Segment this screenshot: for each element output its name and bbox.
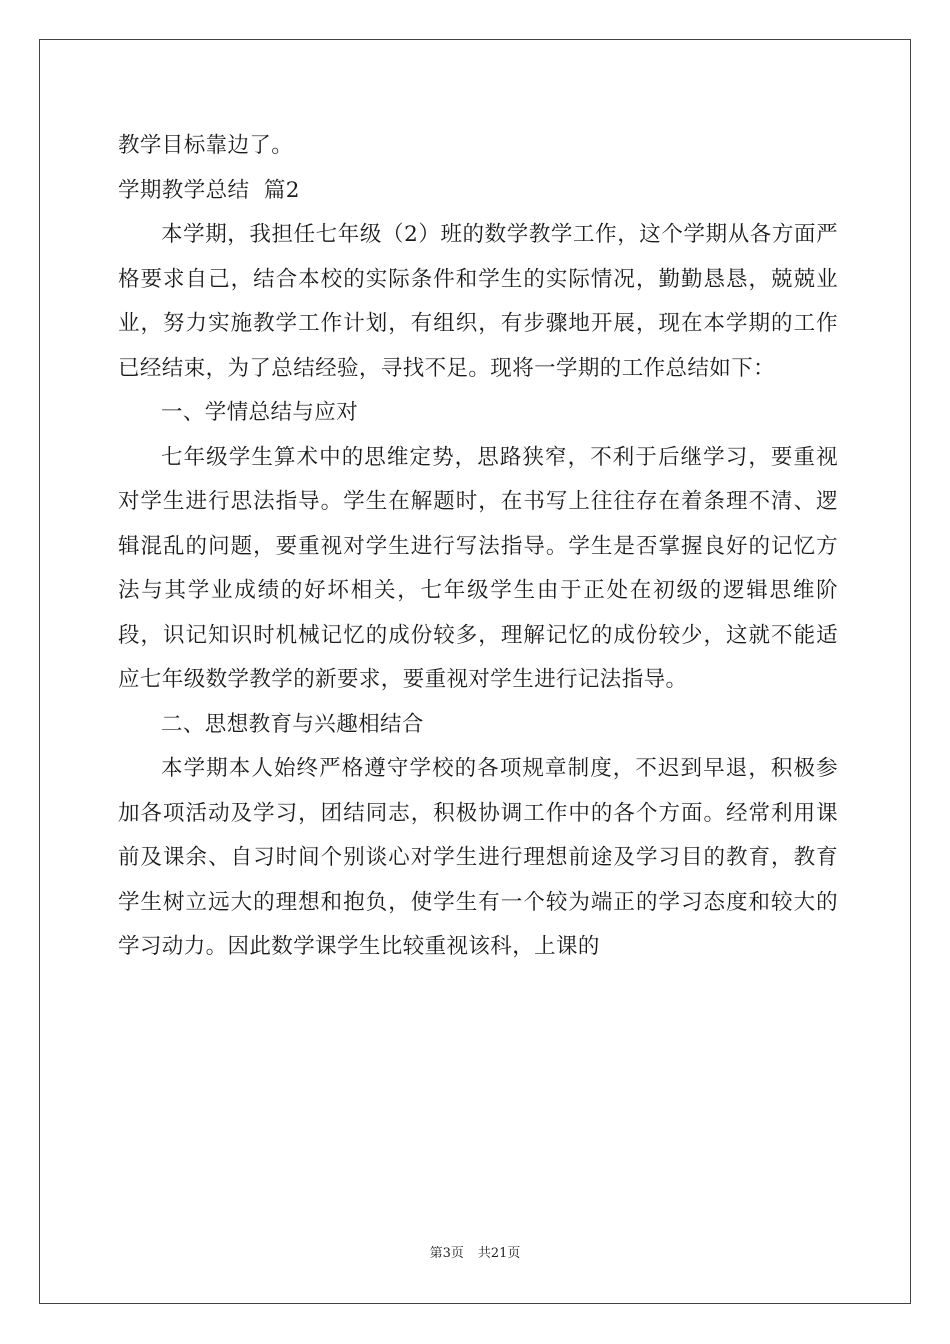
document-body [118,124,838,970]
intro-paragraph: 本学期，我担任七年级（2）班的数学教学工作，这个学期从各方面严格要求自己，结合本校的实际条件和学生的实际情况，勤勤恳恳，兢兢业业，努力实施教学工作计划，有组织，有步骤地开展，现在本学期的工作已经结束，为了总结经验，寻找不足。现将一学期的工作总结如下： [118,222,838,381]
page-number-total: 共21页 [477,1246,521,1261]
heading-learning-situation: 一、学情总结与应对 [161,400,359,425]
section-title: 学期教学总结 篇2 [118,177,300,203]
page-footer [0,1242,950,1261]
paragraph-ideological-education: 本学期本人始终严格遵守学校的各项规章制度，不迟到早退，积极参加各项活动及学习，团结同志，积极协调工作中的各个方面。经常利用课前及课余、自习时间个别谈心对学生进行理想前途及学习目的教育，教育学生树立远大的理想和抱负，使学生有一个较为端正的学习态度和较大的学习动力。因此数学课学生比较重视该科，上课的 [118,756,838,959]
paragraph-learning-situation: 七年级学生算术中的思维定势，思路狭窄，不利于后继学习，要重视对学生进行思法指导。学生在解题时，在书写上往往存在着条理不清、逻辑混乱的问题，要重视对学生进行写法指导。学生是否掌握良好的记忆方法与其学业成绩的好坏相关，七年级学生由于正处在初级的逻辑思维阶段，识记知识时机械记忆的成份较多，理解记忆的成份较少，这就不能适应七年级数学教学的新要求，要重视对学生进行记法指导。 [118,444,838,692]
continuation-text: 教学目标靠边了。 [118,133,294,158]
heading-ideological-education: 二、思想教育与兴趣相结合 [161,711,424,737]
page-number-current: 第3页 [429,1246,464,1261]
